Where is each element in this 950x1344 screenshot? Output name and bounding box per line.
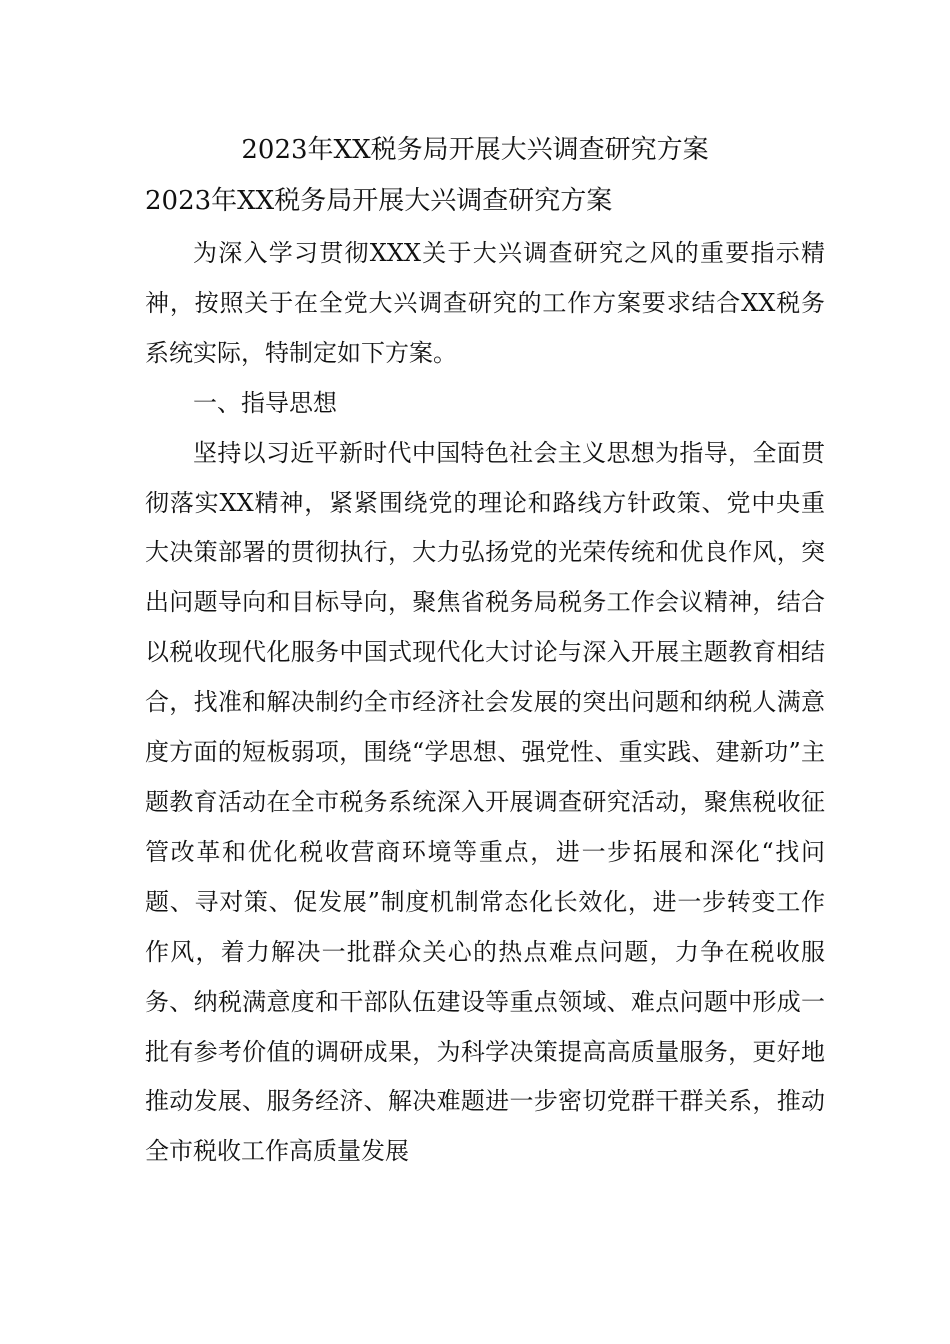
intro-paragraph: 为深入学习贯彻XXX关于大兴调查研究之风的重要指示精神，按照关于在全党大兴调查研究的工作方案要求结合XX税务系统实际，特制定如下方案。 [145,239,825,367]
document-body [145,229,825,1177]
document-title: 2023年XX税务局开展大兴调查研究方案 [241,135,709,165]
section-heading-guiding-ideology: 一、指导思想 [193,388,337,417]
document-subtitle: 2023年XX税务局开展大兴调查研究方案 [145,186,613,216]
section-paragraph-guiding-ideology: 坚持以习近平新时代中国特色社会主义思想为指导，全面贯彻落实XX精神，紧紧围绕党的理论和路线方针政策、党中央重大决策部署的贯彻执行，大力弘扬党的光荣传统和优良作风，突出问题导向和目标导向，聚焦省税务局税务工作会议精神，结合以税收现代化服务中国式现代化大讨论与深入开展主题教育相结合，找准和解决制约全市经济社会发展的突出问题和纳税人满意度方面的短板弱项，围绕“学思想、强党性、重实践、建新功”主题教育活动在全市税务系统深入开展调查研究活动，聚焦税收征管改革和优化税收营商环境等重点，进一步拓展和深化“找问题、寻对策、促发展”制度机制常态化长效化，进一步转变工作作风，着力解决一批群众关心的热点难点问题，力争在税收服务、纳税满意度和干部队伍建设等重点领域、难点问题中形成一批有参考价值的调研成果，为科学决策提高高质量服务，更好地推动发展、服务经济、解决难题进一步密切党群干群关系，推动全市税收工作高质量发展 [145,438,825,1166]
